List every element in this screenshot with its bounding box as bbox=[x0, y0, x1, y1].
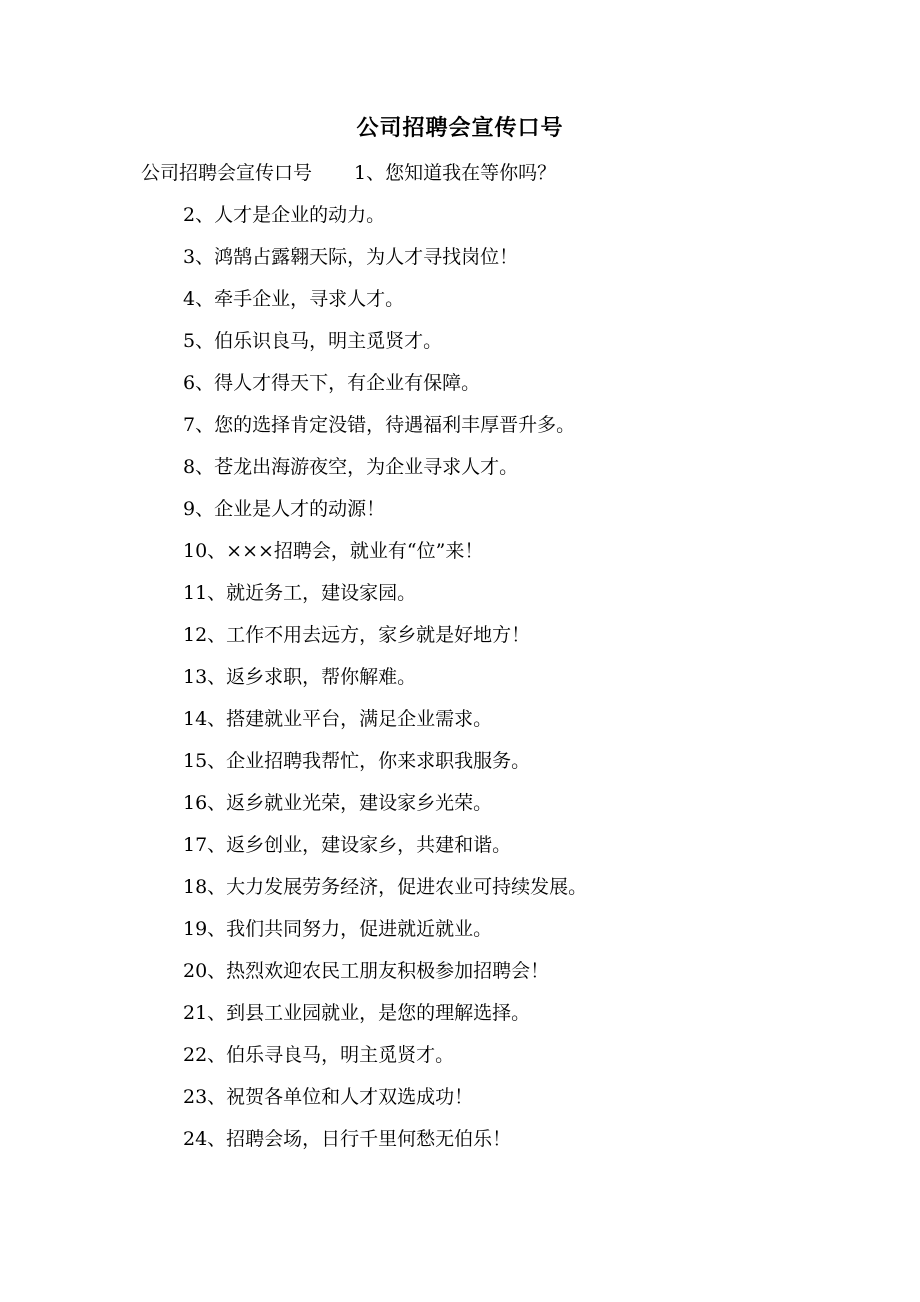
slogan-item-1: 1、您知道我在等你吗？ bbox=[354, 162, 557, 184]
slogan-item: 12、工作不用去远方，家乡就是好地方！ bbox=[183, 624, 531, 646]
intro-line bbox=[141, 158, 556, 188]
slogan-item: 19、我们共同努力，促进就近就业。 bbox=[183, 918, 493, 940]
slogan-item: 7、您的选择肯定没错，待遇福利丰厚晋升多。 bbox=[183, 414, 576, 436]
slogan-item: 6、得人才得天下，有企业有保障。 bbox=[183, 372, 481, 394]
slogan-item: 2、人才是企业的动力。 bbox=[183, 204, 386, 226]
slogan-item: 3、鸿鹄占露翱天际，为人才寻找岗位！ bbox=[183, 246, 519, 268]
slogan-item: 8、苍龙出海游夜空，为企业寻求人才。 bbox=[183, 456, 519, 478]
slogan-item: 10、×××招聘会，就业有“位”来！ bbox=[183, 540, 484, 562]
intro-label: 公司招聘会宣传口号 bbox=[141, 162, 313, 184]
slogan-item: 17、返乡创业，建设家乡，共建和谐。 bbox=[183, 834, 512, 856]
slogan-item: 18、大力发展劳务经济，促进农业可持续发展。 bbox=[183, 876, 588, 898]
slogan-item: 5、伯乐识良马，明主觅贤才。 bbox=[183, 330, 443, 352]
slogan-item: 4、牵手企业，寻求人才。 bbox=[183, 288, 405, 310]
slogan-item: 22、伯乐寻良马，明主觅贤才。 bbox=[183, 1044, 455, 1066]
slogan-item: 20、热烈欢迎农民工朋友积极参加招聘会！ bbox=[183, 960, 550, 982]
slogan-item: 21、到县工业园就业，是您的理解选择。 bbox=[183, 1002, 531, 1024]
slogan-list bbox=[183, 200, 587, 1166]
slogan-item: 11、就近务工，建设家园。 bbox=[183, 582, 417, 604]
slogan-item: 24、招聘会场，日行千里何愁无伯乐！ bbox=[183, 1128, 512, 1150]
slogan-item: 13、返乡求职，帮你解难。 bbox=[183, 666, 417, 688]
slogan-item: 15、企业招聘我帮忙，你来求职我服务。 bbox=[183, 750, 531, 772]
document-title: 公司招聘会宣传口号 bbox=[356, 115, 564, 141]
slogan-item: 16、返乡就业光荣，建设家乡光荣。 bbox=[183, 792, 493, 814]
slogan-item: 14、搭建就业平台，满足企业需求。 bbox=[183, 708, 493, 730]
slogan-item: 23、祝贺各单位和人才双选成功！ bbox=[183, 1086, 474, 1108]
slogan-item: 9、企业是人才的动源！ bbox=[183, 498, 386, 520]
